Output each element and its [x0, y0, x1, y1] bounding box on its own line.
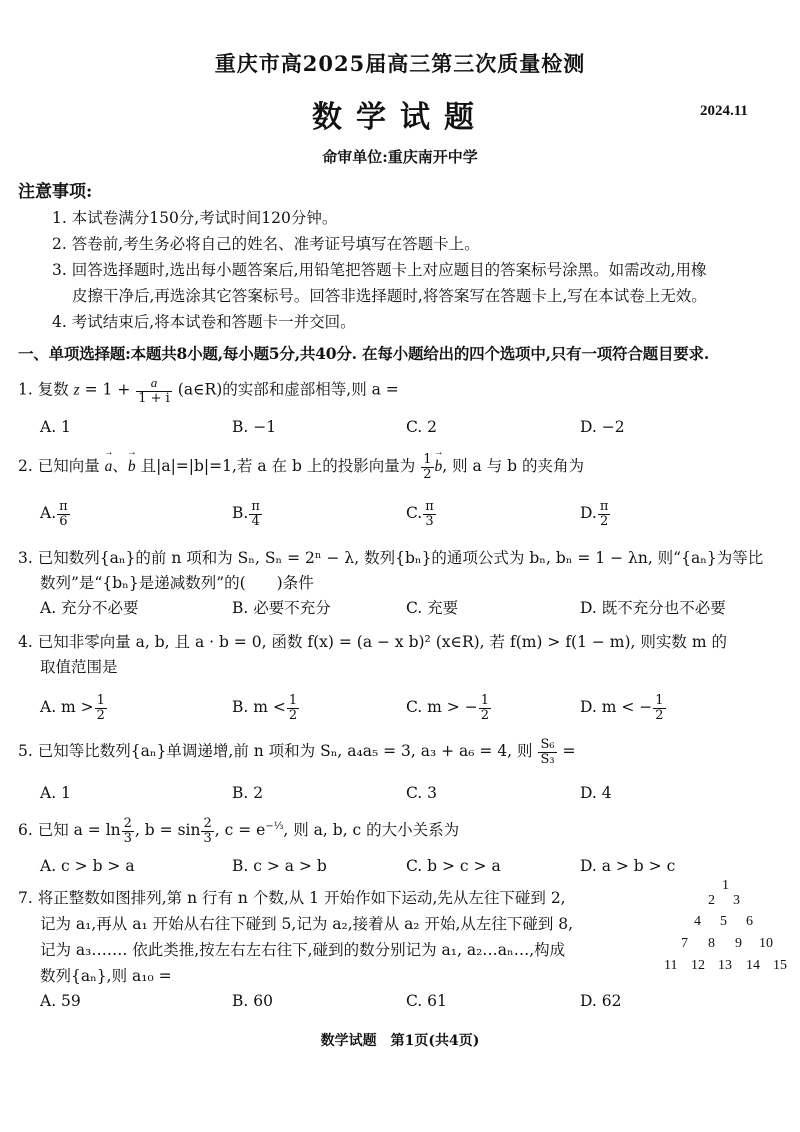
triangle-number: 12 — [691, 958, 705, 973]
triangle-number: 6 — [746, 914, 753, 929]
triangle-number: 10 — [759, 936, 773, 951]
q2-option-d: D. $\frac{\pi}{2}$ — [580, 499, 609, 529]
q1-option-d: D. −2 — [580, 418, 625, 436]
question-4-line-1: 4. 已知非零向量 a, b, 且 a · b = 0, 函数 f(x) = (a − x b)² (x∈R), 若 f(m) > f(1 − m), 则实数 m 的 — [18, 633, 727, 651]
q6-option-a: A. c > b > a — [40, 857, 135, 875]
notes-heading: 注意事项: — [18, 182, 93, 202]
q4-option-a: A. m > $\frac{1}{2}$ — [40, 693, 105, 723]
triangle-number: 5 — [720, 914, 727, 929]
q4-option-d: D. m < − $\frac{1}{2}$ — [580, 693, 664, 723]
triangle-number: 15 — [773, 958, 787, 973]
page-footer: 数学试题 第1页(共4页) — [320, 1033, 480, 1049]
q4-option-c: C. m > − $\frac{1}{2}$ — [406, 693, 489, 723]
q6-option-c: C. b > c > a — [406, 857, 501, 875]
q4-option-b: B. m < $\frac{1}{2}$ — [232, 693, 298, 723]
question-1: 1. 复数 z = 1 + $\frac{a}{1 + i}$ (a∈R)的实部和虚部相等,则 a = — [18, 375, 399, 406]
question-3-line-2: 数列”是“{bₙ}是递减数列”的( )条件 — [40, 574, 314, 592]
question-2: 2. 已知向量 → a、→ b 且|a|=|b|=1,若 a 在 b 上的投影向量为 $\frac{1}{2}$ → b, 则 a 与 b 的夹角为 — [18, 453, 584, 481]
question-7-line-1: 7. 将正整数如图排列,第 n 行有 n 个数,从 1 开始作如下运动,先从左往下碰到 2, — [18, 889, 566, 907]
triangle-number: 4 — [694, 914, 701, 929]
q7-option-c: C. 61 — [406, 992, 447, 1010]
question-6: 6. 已知 a = ln $\frac{2}{3}$ , b = sin $\frac{2}{3}$ , $c = e^{-\frac{1}{3}}$, 则 a, b, c 的大小关系为 — [18, 816, 460, 846]
triangle-number: 7 — [681, 936, 688, 951]
q5-option-b: B. 2 — [232, 784, 264, 802]
issuing-unit: 命审单位:重庆南开中学 — [322, 148, 478, 166]
q2-option-b: B. $\frac{\pi}{4}$ — [232, 499, 260, 529]
question-7-line-4: 数列{aₙ},则 a₁₀ = — [40, 967, 172, 985]
section-heading: 一、单项选择题:本题共8小题,每小题5分,共40分. 在每小题给出的四个选项中,只有一项符合题目要求. — [18, 344, 710, 363]
q3-option-d: D. 既不充分也不必要 — [580, 599, 726, 617]
q6-option-d: D. a > b > c — [580, 857, 676, 875]
question-7-line-3: 记为 a₃……. 依此类推,按左右左右往下,碰到的数分别记为 a₁, a₂…aₙ…,构成 — [40, 941, 566, 959]
note-3-cont: 皮擦干净后,再选涂其它答案标号。回答非选择题时,将答案写在答题卡上,写在本试卷上无效。 — [72, 287, 707, 305]
q7-option-a: A. 59 — [40, 992, 81, 1010]
note-2: 2. 答卷前,考生务必将自己的姓名、准考证号填写在答题卡上。 — [52, 235, 480, 253]
q2-option-c: C. $\frac{\pi}{3}$ — [406, 499, 434, 529]
q7-option-b: B. 60 — [232, 992, 273, 1010]
question-7-line-2: 记为 a₁,再从 a₁ 开始从右往下碰到 5,记为 a₂,接着从 a₂ 开始,从左往下碰到 8, — [40, 915, 574, 933]
q3-option-b: B. 必要不充分 — [232, 599, 331, 617]
triangle-number: 3 — [733, 893, 740, 908]
triangle-number: 2 — [708, 893, 715, 908]
exam-date: 2024.11 — [700, 103, 748, 119]
triangle-number: 11 — [664, 958, 678, 973]
q1-option-b: B. −1 — [232, 418, 277, 436]
subject-title: 数学试题 — [312, 100, 488, 135]
question-4-line-2: 取值范围是 — [40, 658, 118, 676]
question-3-line-1: 3. 已知数列{aₙ}的前 n 项和为 Sₙ, Sₙ = 2ⁿ − λ, 数列{bₙ}的通项公式为 bₙ, bₙ = 1 − λn, 则“{aₙ}为等比 — [18, 549, 764, 567]
q5-option-a: A. 1 — [40, 784, 71, 802]
note-1: 1. 本试卷满分150分,考试时间120分钟。 — [52, 209, 338, 227]
note-4: 4. 考试结束后,将本试卷和答题卡一并交回。 — [52, 313, 356, 331]
exam-title: 重庆市高2025届高三第三次质量检测 — [214, 51, 586, 76]
triangle-number: 14 — [746, 958, 760, 973]
q1-option-a: A. 1 — [40, 418, 71, 436]
note-3: 3. 回答选择题时,选出每小题答案后,用铅笔把答题卡上对应题目的答案标号涂黑。如需改动,用橡 — [52, 261, 707, 279]
triangle-number: 1 — [722, 878, 729, 893]
q3-option-a: A. 充分不必要 — [40, 599, 139, 617]
triangle-number: 13 — [718, 958, 732, 973]
q7-option-d: D. 62 — [580, 992, 622, 1010]
q5-option-c: C. 3 — [406, 784, 438, 802]
q3-option-c: C. 充要 — [406, 599, 459, 617]
fraction: $\frac{a}{1 + i}$ — [138, 375, 170, 406]
q6-option-b: B. c > a > b — [232, 857, 327, 875]
triangle-number: 8 — [708, 936, 715, 951]
triangle-number: 9 — [735, 936, 742, 951]
q1-option-c: C. 2 — [406, 418, 438, 436]
q2-option-a: A. $\frac{\pi}{6}$ — [40, 499, 68, 529]
q5-option-d: D. 4 — [580, 784, 612, 802]
question-5: 5. 已知等比数列{aₙ}单调递增,前 n 项和为 Sₙ, a₄a₅ = 3, a₃ + a₆ = 4, 则 $\frac{\text{S₆}}{\text{S₃}}$ = — [18, 737, 576, 767]
